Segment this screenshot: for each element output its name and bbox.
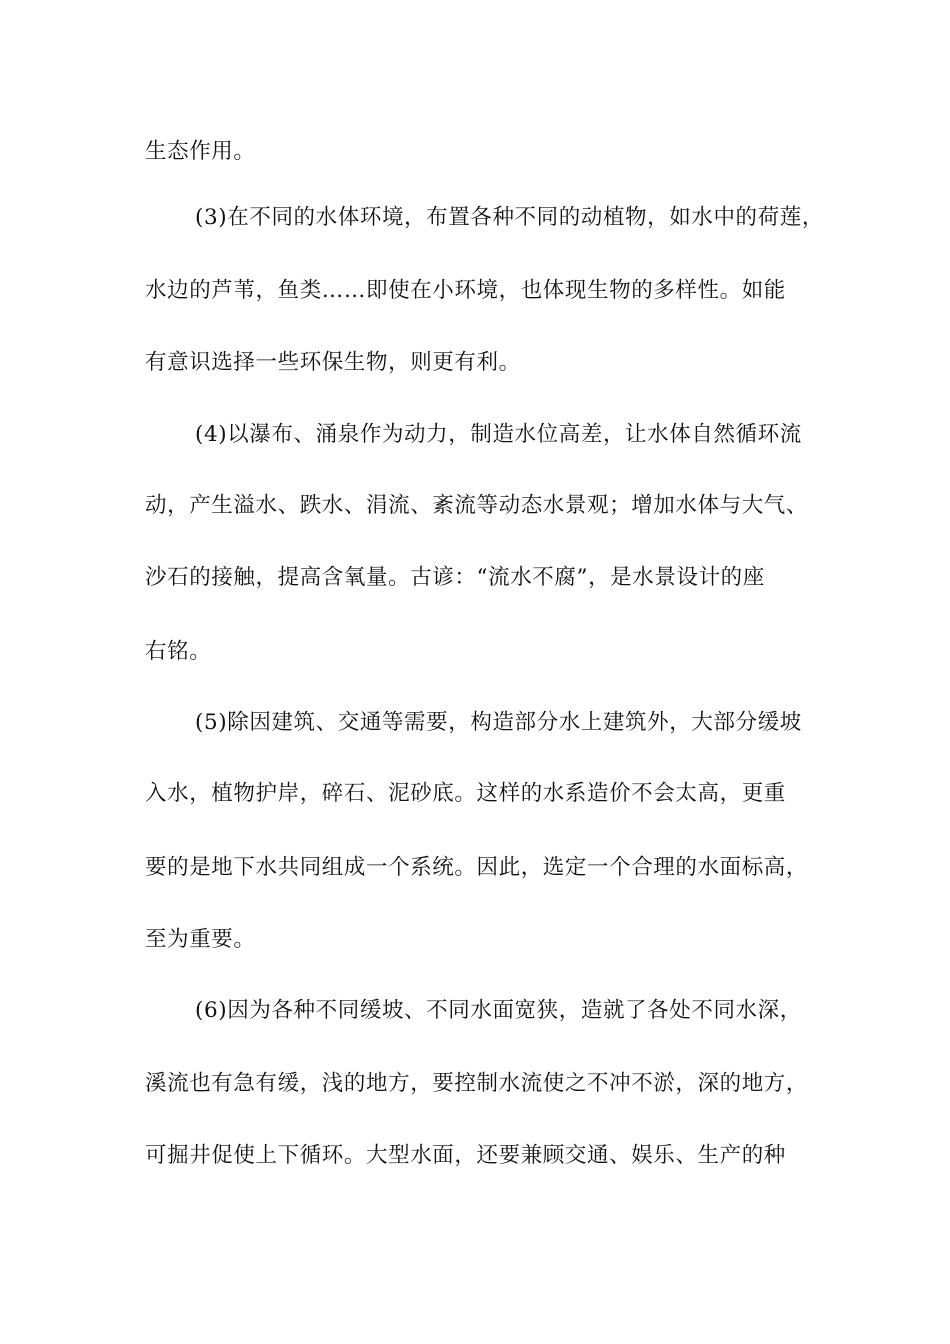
text-line: (4)以瀑布、涌泉作为动力，制造水位高差，让水体自然循环流: [195, 422, 802, 447]
text-line: 右铭。: [145, 639, 212, 664]
text-line: 可掘井促使上下循环。大型水面，还要兼顾交通、娱乐、生产的种: [145, 1143, 786, 1168]
text-line: 有意识选择一些环保生物，则更有利。: [145, 350, 521, 375]
text-line: 沙石的接触，提高含氧量。古谚：“流水不腐”，是水景设计的座: [145, 565, 765, 590]
text-line: 水边的芦苇，鱼类……即使在小环境，也体现生物的多样性。如能: [145, 278, 786, 303]
text-line: 至为重要。: [145, 927, 256, 952]
text-line: 生态作用。: [145, 139, 256, 164]
text-line: (3)在不同的水体环境，布置各种不同的动植物，如水中的荷莲，: [195, 205, 824, 230]
text-line: (5)除因建筑、交通等需要，构造部分水上建筑外，大部分缓坡: [195, 710, 802, 735]
text-line: 要的是地下水共同组成一个系统。因此，选定一个合理的水面标高，: [145, 855, 809, 880]
text-line: 入水，植物护岸，碎石、泥砂底。这样的水系造价不会太高，更重: [145, 781, 786, 806]
text-line: 溪流也有急有缓，浅的地方，要控制水流使之不冲不淤，深的地方，: [145, 1071, 809, 1096]
text-line: (6)因为各种不同缓坡、不同水面宽狭，造就了各处不同水深，: [195, 998, 802, 1023]
text-line: 动，产生溢水、跌水、涓流、紊流等动态水景观；增加水体与大气、: [145, 493, 809, 518]
